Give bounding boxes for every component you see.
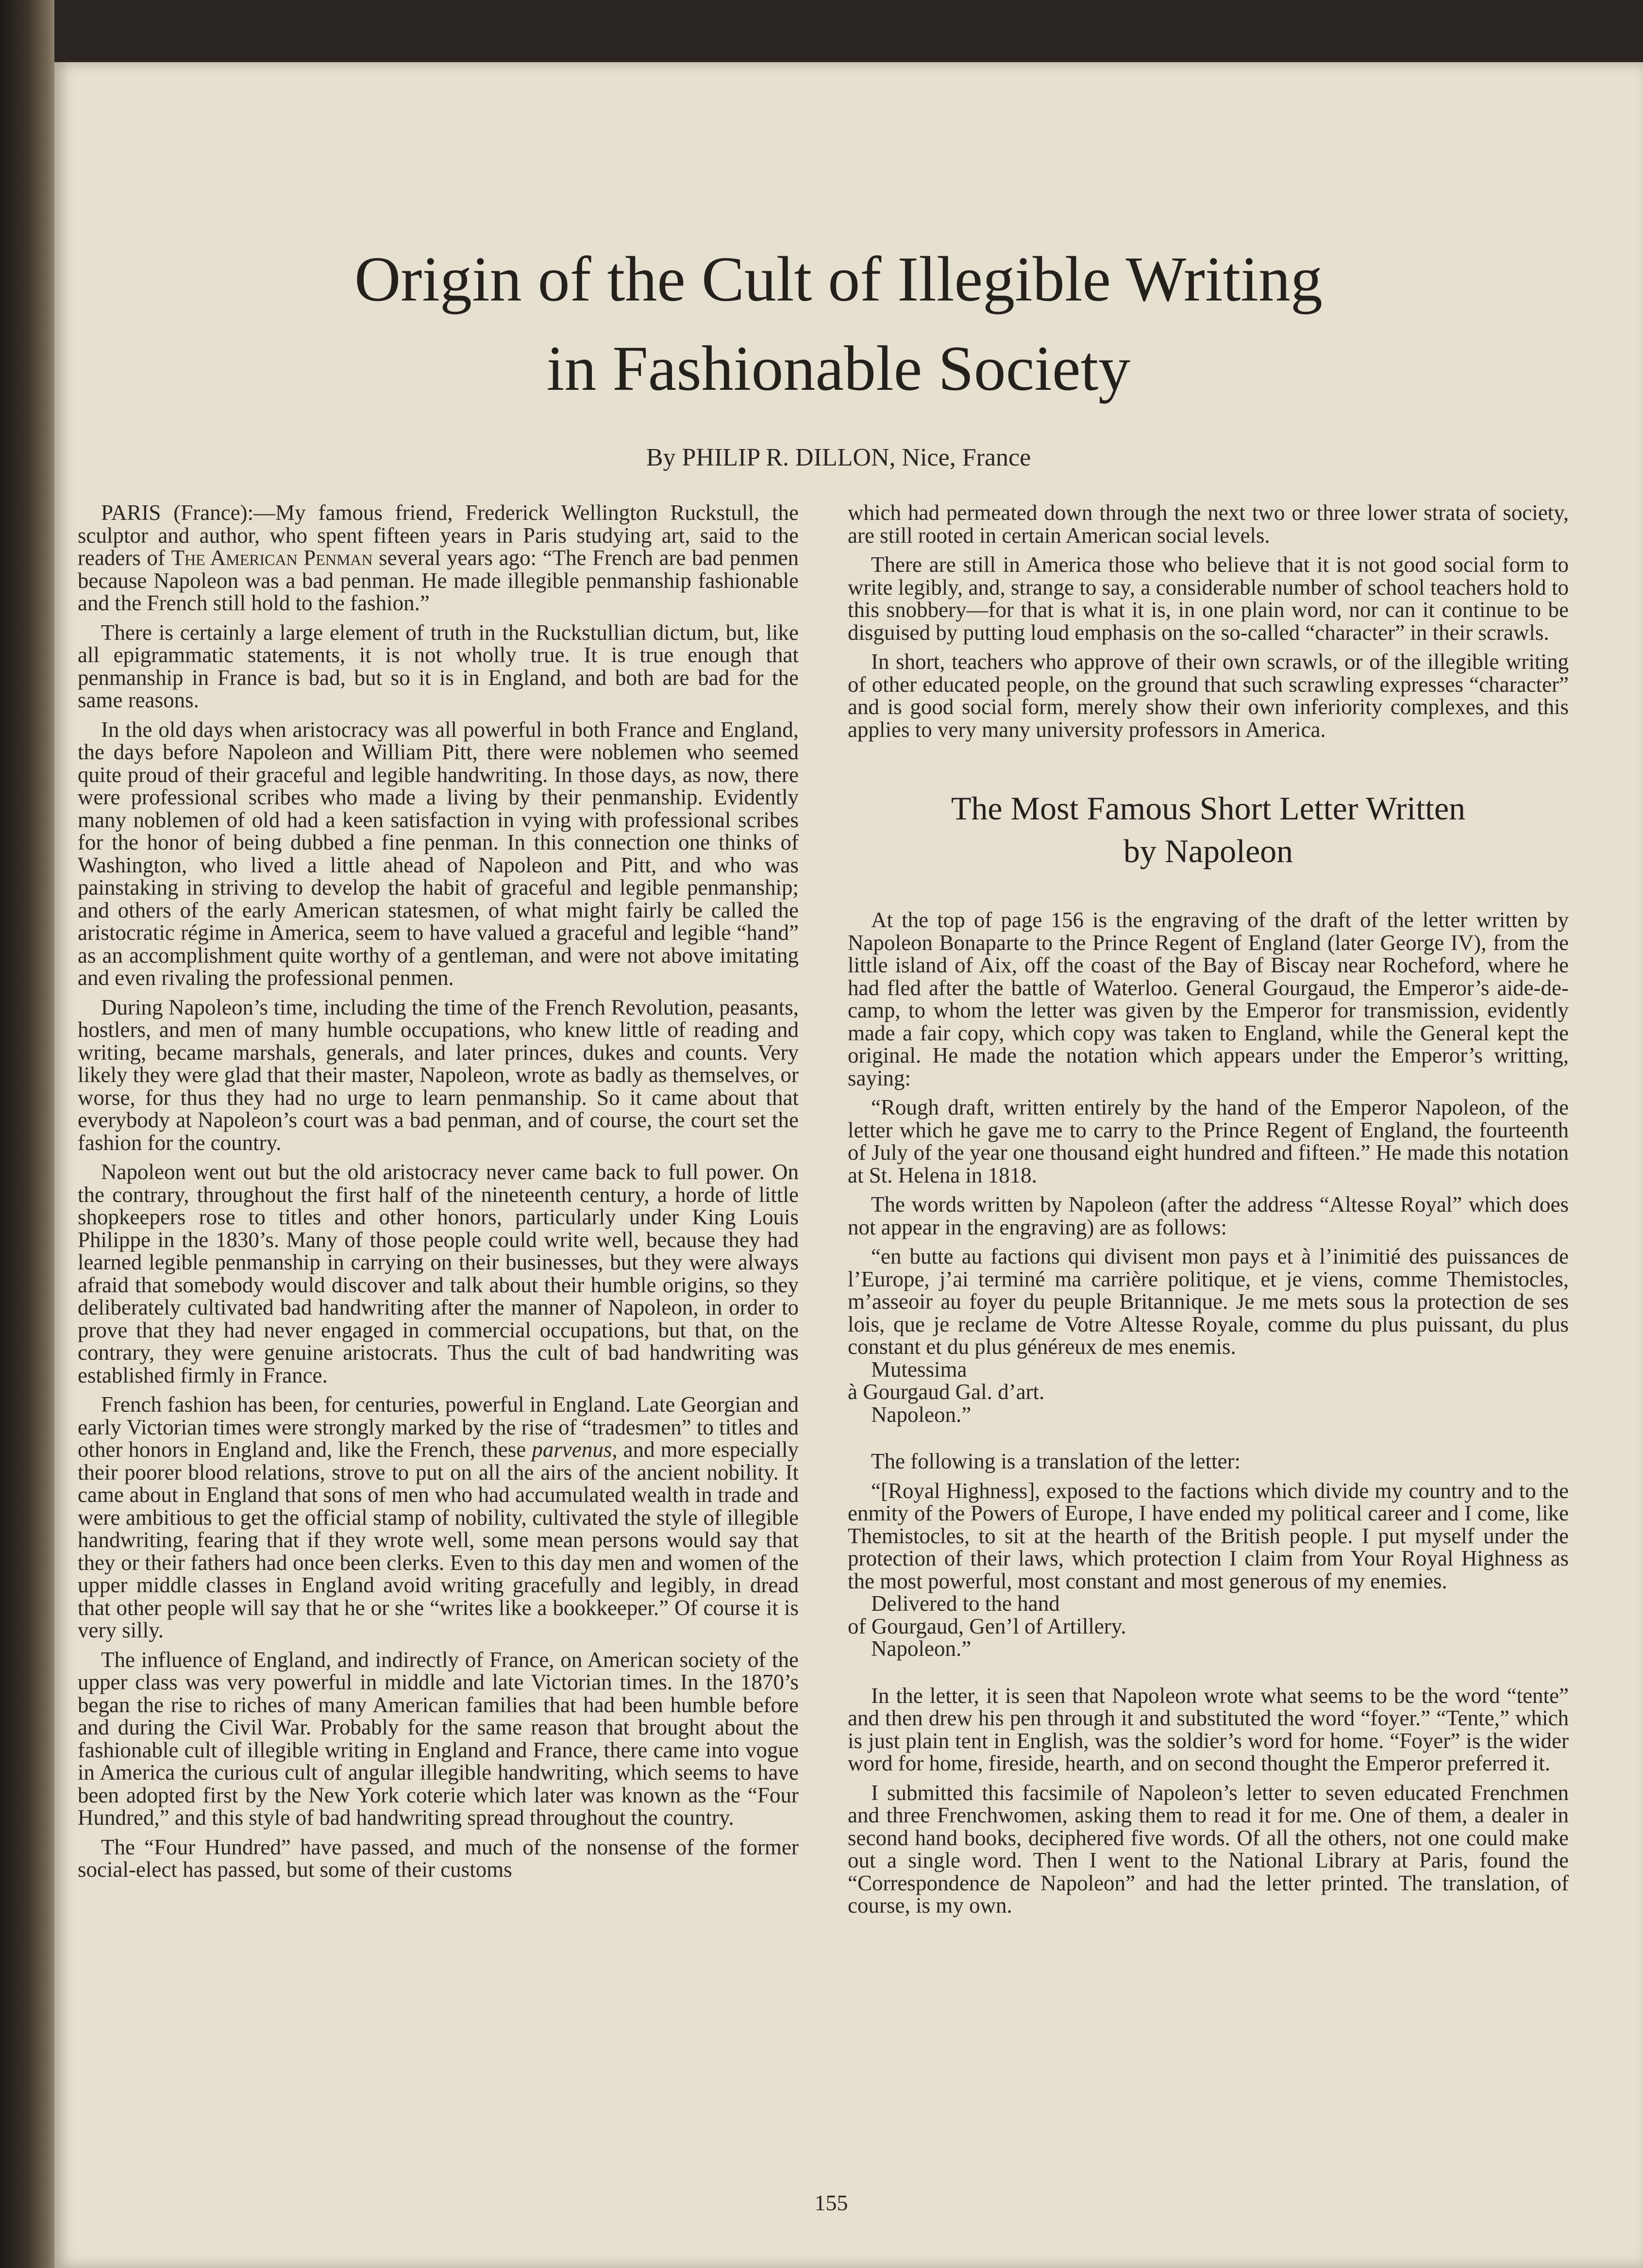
- page-number: 155: [814, 2190, 848, 2215]
- paragraph: The influence of England, and indirectly of France, on American society of the upper class was very powerful in middle and late Victorian times. In the 1870’s began the rise to riches of many American families that had been humble before and during the Civil War. Probably for the same reason that brought about the fashionable cult of illegible writing in England and France, there came into vogue in America the curious cult of angular illegible handwriting, which seems to have been adopted first by the New York coterie which later was known as the “Four Hundred,” and this style of bad handwriting spread throughout the country.: [78, 1647, 799, 1830]
- text-run: French fashion has been, for centuries, powerful in England. Late Georgian and early Victorian times were strongly marked by the rise of “tradesmen” to titles and other honors in England and, like the French, these: [78, 1392, 799, 1462]
- quote-paragraph: “Rough draft, written entirely by the hand of the Emperor Napoleon, of the letter which he gave me to carry to the Prince Regent of England, the fourteenth of July of the year one thousand eight hundred and fifteen.” He made this notation at St. Helena in 1818.: [848, 1095, 1569, 1187]
- paragraph: There are still in America those who believe that it is not good social form to write legibly, and, strange to say, a considerable number of school teachers hold to this snobbery—for that is what it is, in one plain word, nor can it continue to be disguised by putting loud emphasis on the so-called “character” in their scrawls.: [848, 552, 1569, 645]
- letter-closing: Mutessima: [871, 1357, 967, 1382]
- left-column: [78, 501, 799, 2171]
- publication-name: The American Penman: [171, 546, 373, 570]
- text-run: PARIS (France):—My famous friend, Frederick Wellington Ruckstull, the sculptor and author, who spent fifteen years in Paris studying art, said to the readers of: [78, 501, 799, 570]
- paragraph: In the letter, it is seen that Napoleon wrote what seems to be the word “tente” and then drew his pen through it and substituted the word “foyer.” “Tente,” which is just plain tent in English, was the soldier’s word for home. “Foyer” is the wider word for home, fireside, hearth, and on second thought the Emperor preferred it.: [848, 1683, 1569, 1775]
- text-run: several years ago: “The French are bad penmen because Napoleon was a bad penman. He made illegible penmanship fashionable and the French still hold to the fashion.”: [78, 546, 799, 615]
- paragraph: The words written by Napoleon (after the address “Altesse Royal” which does not appear in the engraving) are as follows:: [848, 1192, 1569, 1239]
- title-line-1: Origin of the Cult of Illegible Writing: [354, 243, 1323, 315]
- magazine-page: [54, 62, 1643, 2268]
- article-title: [249, 234, 1428, 413]
- paragraph: In the old days when aristocracy was all powerful in both France and England, the days before Napoleon and William Pitt, there were noblemen who seemed quite proud of their graceful and legible handwriting. In those days, as now, there were professional scribes who made a living by their penmanship. Evidently many noblemen of old had a keen satisfaction in vying with professional scribes for the honor of being dubbed a fine penman. In this connection one thinks of Washington, who lived a little ahead of Napoleon and Pitt, and who was painstaking in striving to develop the habit of graceful and legible penmanship; and others of the early American statesmen, of what might fairly be called the aristocratic régime in America, seem to have valued a graceful and legible “hand” as an accomplishment quite worthy of a gentleman, and were not above imitating and even rivaling the professional penmen.: [78, 717, 799, 990]
- paragraph: During Napoleon’s time, including the time of the French Revolution, peasants, hostlers, and men of many humble occupations, who knew little of reading and writing, became marshals, generals, and later princes, dukes and counts. Very likely they were glad that their master, Napoleon, wrote as badly as themselves, or worse, for thus they had no urge to learn penmanship. So it came about that everybody at Napoleon’s court was a bad penman, and of course, the court set the fashion for the country.: [78, 995, 799, 1155]
- paragraph: which had permeated down through the next two or three lower strata of society, are still rooted in certain American social levels.: [848, 501, 1569, 548]
- letter-signature: Napoleon.”: [871, 1636, 972, 1661]
- paragraph: [78, 501, 799, 615]
- french-letter-text: “en butte au factions qui divisent mon pays et à l’inimitié des puissances de l’Europe, j’ai terminé ma carrière politique, et je viens, comme Themistocles, m’asseoir au foyer du peuple Britannique. Je me mets sous la protection de ses lois, que je reclame de Votre Altesse Royale, comme du plus puissant, du plus constant et du plus généreux de mes enemis.: [848, 1244, 1569, 1359]
- paragraph: In short, teachers who approve of their own scrawls, or of the illegible writing of other educated people, on the ground that such scrawling expresses “character” and is good social form, merely show their own inferiority complexes, and this applies to very many university professors in America.: [848, 650, 1569, 742]
- paragraph: The “Four Hundred” have passed, and much of the nonsense of the former social-elect has passed, but some of their customs: [78, 1834, 799, 1882]
- book-binding-edge: [0, 0, 54, 2268]
- text-run: and more especially their poorer blood relations, strove to put on all the airs of the ancient nobility. It came about in England that sons of men who had accumulated wealth in trade and were ambitious to get the official stamp of nobility, cultivated the style of illegible handwriting, fearing that if they wrote well, some mean persons would say that they or their fathers had once been clerks. Even to this day men and women of the upper middle classes in England avoid writing gracefully and legibly, in dread that other people will say that he or she “writes like a bookkeeper.” Of course it is very silly.: [78, 1437, 799, 1642]
- paragraph: At the top of page 156 is the engraving of the draft of the letter written by Napoleon Bonaparte to the Prince Regent of England (later George IV), from the little island of Aix, off the coast of the Bay of Biscay near Rocheford, where he had fled after the battle of Waterloo. General Gourgaud, the Emperor’s aide-de-camp, to whom the letter was given by the Emperor for transmission, evidently made a fair copy, which copy was taken to England, while the General kept the original. He made the notation which appears under the Emperor’s writting, saying:: [848, 908, 1569, 1090]
- subhead-line-1: The Most Famous Short Letter Written: [951, 790, 1466, 827]
- paragraph: [78, 1393, 799, 1642]
- title-line-2: in Fashionable Society: [546, 333, 1131, 404]
- paragraph: I submitted this facsimile of Napoleon’s letter to seven educated Frenchmen and three Frenchwomen, asking them to read it for me. One of them, a dealer in second hand books, deciphered five words. Of all the others, not one could make out a single word. Then I went to the National Library at Paris, found the “Correspondence de Napoleon” and had the letter printed. The translation, of course, is my own.: [848, 1780, 1569, 1918]
- letter-signature: Napoleon.”: [871, 1402, 972, 1427]
- letter-closing: à Gourgaud Gal. d’art.: [848, 1380, 1045, 1404]
- letter-closing: of Gourgaud, Gen’l of Artillery.: [848, 1614, 1126, 1638]
- section-heading: [848, 787, 1569, 872]
- paragraph: There is certainly a large element of truth in the Ruckstullian dictum, but, like all epigrammatic statements, it is not wholly true. It is true enough that penmanship in France is bad, but so it is in England, and both are bad for the same reasons.: [78, 620, 799, 712]
- right-column: [848, 501, 1569, 2171]
- paragraph: Napoleon went out but the old aristocracy never came back to full power. On the contrary, throughout the first half of the nineteenth century, a horde of little shopkeepers rose to titles and other honors, particularly under King Louis Philippe in the 1830’s. Many of those people could write well, because they had learned legible penmanship in carrying on their businesses, but they were always afraid that somebody would discover and talk about their humble origins, so they deliberately cultivated bad handwriting after the manner of Napoleon, in order to prove that they had never engaged in commercial occupations, but that, on the contrary, they were genuine aristocrats. Thus the cult of bad handwriting was established firmly in France.: [78, 1160, 799, 1387]
- paragraph: The following is a translation of the letter:: [871, 1449, 1241, 1473]
- subhead-line-2: by Napoleon: [1123, 833, 1293, 869]
- letter-closing: Delivered to the hand: [871, 1591, 1060, 1616]
- translation-text: “[Royal Highness], exposed to the factions which divide my country and to the enmity of the Powers of Europe, I have ended my political career and I come, like Themistocles, to sit at the hearth of the British people. I put myself under the protection of their laws, which protection I claim from Your Royal Highness as the most powerful, most constant and most generous of my enemies.: [848, 1478, 1569, 1593]
- emphasis-text: parvenus,: [532, 1437, 618, 1462]
- byline: By PHILIP R. DILLON, Nice, France: [646, 444, 1031, 471]
